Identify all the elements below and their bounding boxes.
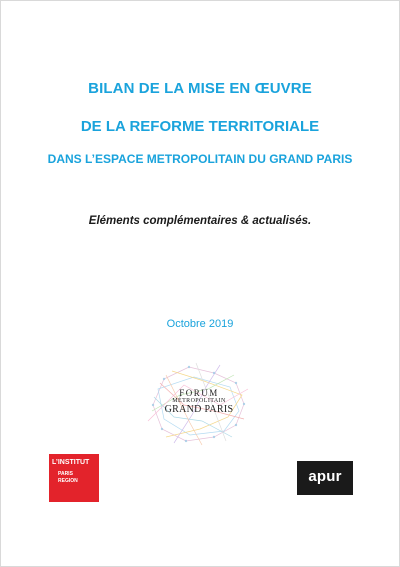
institut-paris-region-logo: [49, 454, 99, 502]
institut-logo-name: L’INSTITUT: [52, 459, 90, 466]
document-subtitle: Eléments complémentaires & actualisés.: [88, 215, 312, 227]
forum-logo-line-2: MÉTROPOLITAIN: [172, 398, 226, 404]
forum-logo-line-3: GRAND PARIS: [164, 404, 234, 415]
forum-metropolitain-logo: [144, 359, 254, 449]
apur-logo-text: apur: [308, 468, 342, 485]
forum-logo-line-1: FORUM: [179, 388, 219, 398]
document-date: Octobre 2019: [166, 318, 234, 330]
title-line-1: BILAN DE LA MISE EN ŒUVRE: [88, 80, 312, 97]
title-line-2: DE LA REFORME TERRITORIALE: [80, 118, 320, 135]
apur-logo: [297, 461, 353, 495]
institut-logo-subtitle: PARIS REGION: [58, 471, 78, 484]
title-line-3: DANS L’ESPACE METROPOLITAIN DU GRAND PARIS: [47, 152, 353, 166]
